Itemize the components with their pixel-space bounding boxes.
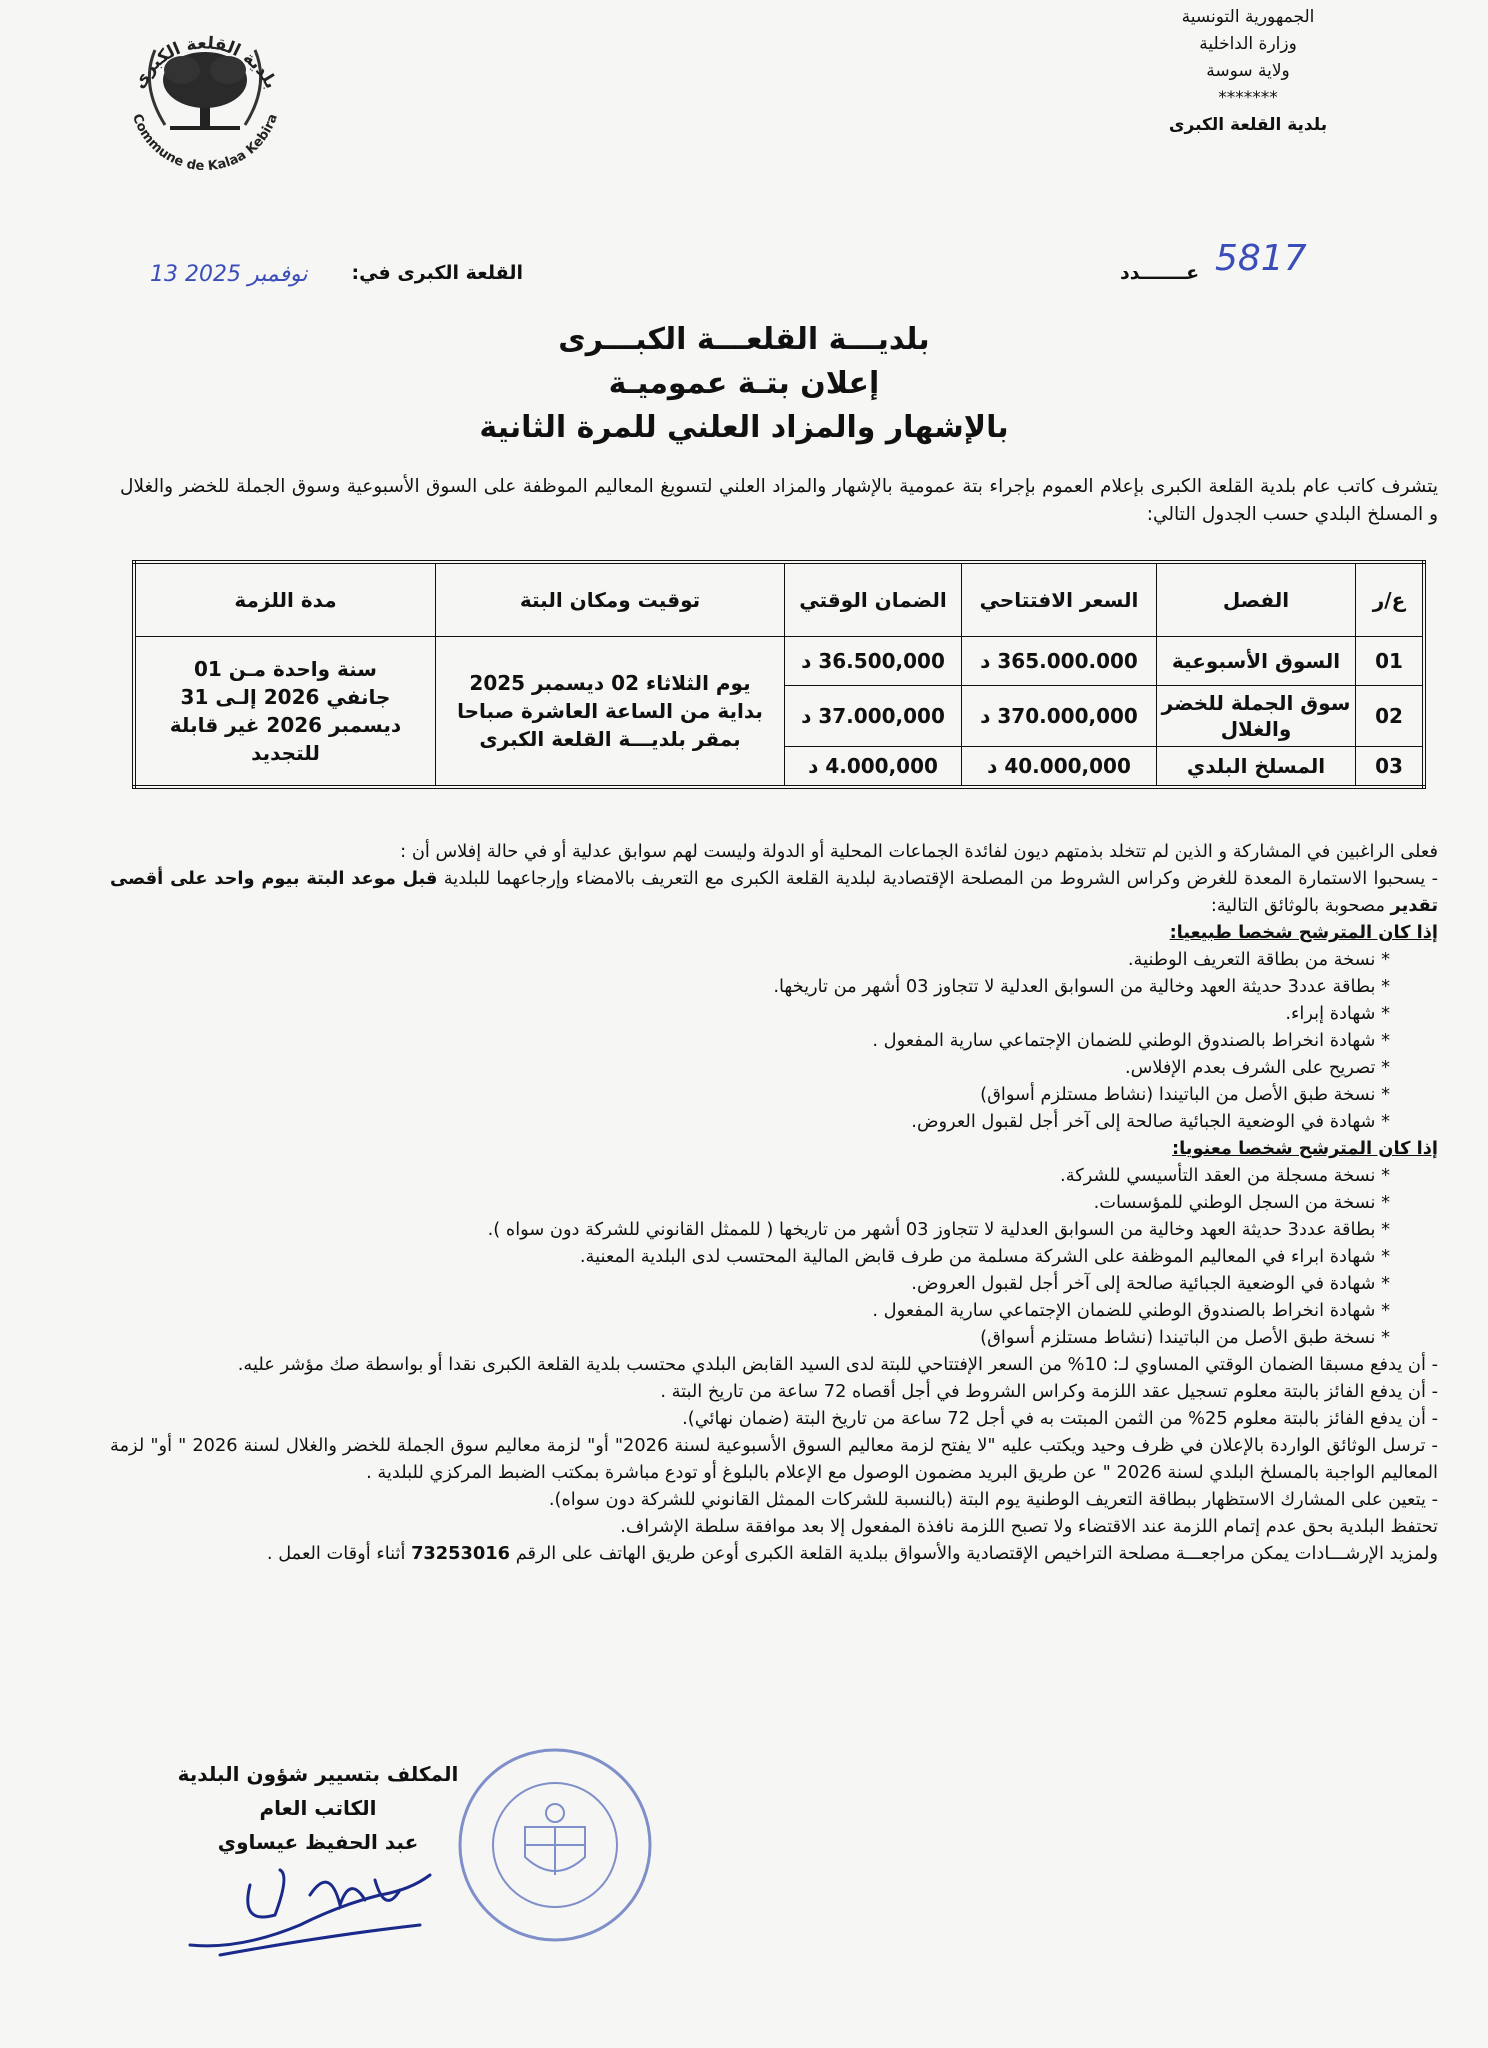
- coat-of-arms-icon: [525, 1804, 585, 1875]
- condition-item: - أن يدفع مسبقا الضمان الوقتي المساوي لـ: 10% من السعر الإفتتاحي للبتة لدى السيد القابض البلدي محتسب بلدية القلعة الكبرى نقدا أو بواسطة صك مؤشر عليه.: [237, 1354, 1438, 1375]
- col-header-number: ع/ر: [1356, 562, 1425, 637]
- date-label: القلعة الكبرى في:: [351, 262, 523, 284]
- col-header-opening-price: السعر الافتتاحي: [962, 562, 1157, 637]
- signatory-title: الكاتب العام: [259, 1796, 377, 1820]
- deadline-emphasis: قبل موعد البتة بيوم واحد على أقصى تقدير: [110, 868, 1438, 916]
- legal-person-heading: إذا كان المترشح شخصا معنويا:: [1172, 1138, 1438, 1159]
- header-line: وزارة الداخلية: [1199, 34, 1297, 54]
- svg-text:وزارة الداخلية * بلدية القلعة: [455, 1745, 462, 1750]
- issuer-header: [1118, 4, 1378, 139]
- logo-arabic-text: بلدية القلعة الكبرى: [129, 33, 282, 93]
- list-item: * نسخة مسجلة من العقد التأسيسي للشركة.: [1060, 1165, 1390, 1186]
- header-municipality: بلدية القلعة الكبرى: [1168, 115, 1328, 135]
- logo-french-text: Commune de Kalaa Kebira: [129, 112, 281, 170]
- closing-contact: [110, 1540, 1438, 1567]
- title-auction-type: بالإشهار والمزاد العلني للمرة الثانية: [479, 410, 1009, 445]
- list-item: * نسخة من السجل الوطني للمؤسسات.: [1093, 1192, 1390, 1213]
- condition-item: - يتعين على المشارك الاستظهار ببطاقة التعريف الوطنية يوم البتة (بالنسبة للشركات الممثل القانوني للشركة دون سواه).: [548, 1489, 1438, 1510]
- list-item: * بطاقة عدد3 حديثة العهد وخالية من السوابق العدلية لا تتجاوز 03 أشهر من تاريخها ( للممثل القانوني للشركة دون سواه ).: [487, 1219, 1390, 1240]
- header-line: الجمهورية التونسية: [1181, 7, 1315, 27]
- list-item: * تصريح على الشرف بعدم الإفلاس.: [1125, 1057, 1390, 1078]
- timing-place-cell: يوم الثلاثاء 02 ديسمبر 2025 بداية من الساعة العاشرة صباحا بمقر بلديـــة القلعة الكبرى: [436, 637, 785, 788]
- contact-hours: أثناء أوقات العمل .: [266, 1543, 406, 1564]
- contact-text: ولمزيد الإرشـــادات يمكن مراجعـــة مصلحة التراخيص الإقتصادية والأسواق ببلدية القلعة الكبرى أوعن طريق الهاتف على الرقم: [515, 1543, 1438, 1564]
- table-row: [134, 637, 1424, 686]
- col-header-timing-place: توقيت ومكان البتة: [436, 562, 785, 637]
- condition-item: - أن يدفع الفائز بالبتة معلوم 25% من الثمن المبتت به في أجل 72 ساعة من تاريخ البتة (ضمان نهائي).: [682, 1408, 1438, 1429]
- list-item: * نسخة من بطاقة التعريف الوطنية.: [1127, 949, 1390, 970]
- condition-item: - أن يدفع الفائز بالبتة معلوم تسجيل عقد اللزمة وكراس الشروط في أجل أقصاه 72 ساعة من تاريخ البتة .: [660, 1381, 1438, 1402]
- natural-person-heading: إذا كان المترشح شخصا طبيعيا:: [1169, 922, 1438, 943]
- list-item: * شهادة انخراط بالصندوق الوطني للضمان الإجتماعي سارية المفعول .: [872, 1030, 1390, 1051]
- municipality-logo: [110, 10, 300, 170]
- withdraw-forms-paragraph: [110, 865, 1438, 919]
- handwritten-signature: [180, 1855, 440, 1965]
- col-header-duration: مدة اللزمة: [134, 562, 436, 637]
- list-item: * شهادة ابراء في المعاليم الموظفة على الشركة مسلمة من طرف قابض المالية المحتسب لدى البلدية المعنية.: [579, 1246, 1390, 1267]
- intro-paragraph: يتشرف كاتب عام بلدية القلعة الكبرى بإعلام العموم بإجراء بتة عمومية بالإشهار والمزاد العلني لتسويغ المعاليم الموظفة على السوق الأسبوعية وسوق الجملة للخضر والغلال و المسلخ البلدي حسب الجدول التالي:: [120, 476, 1438, 525]
- title-municipality: بلديـــة القلعـــة الكبـــرى: [558, 322, 930, 357]
- reference-label: عـــــــدد: [1120, 262, 1200, 284]
- phone-number: 73253016: [411, 1543, 511, 1564]
- signatory-name: عبد الحفيظ عيساوي: [217, 1830, 419, 1854]
- olive-tree-icon: [163, 52, 247, 130]
- duration-cell: سنة واحدة مـن 01 جانفي 2026 إلـى 31 ديسمبر 2026 غير قابلة للتجديد: [134, 637, 436, 788]
- row-number: 01: [1356, 637, 1425, 686]
- table-header-row: [134, 562, 1424, 637]
- row-item: المسلخ البلدي: [1157, 747, 1356, 788]
- header-stars: *******: [1218, 88, 1278, 108]
- row-price: 365.000.000 د: [962, 637, 1157, 686]
- list-item: * شهادة في الوضعية الجبائية صالحة إلى آخر أجل لقبول العروض.: [911, 1273, 1390, 1294]
- col-header-deposit: الضمان الوقتي: [785, 562, 962, 637]
- stamp-text: [455, 1745, 462, 1750]
- auction-table: [132, 560, 1426, 789]
- row-item: سوق الجملة للخضر والغلال: [1157, 686, 1356, 747]
- row-price: 40.000,000 د: [962, 747, 1157, 788]
- list-item: * بطاقة عدد3 حديثة العهد وخالية من السوابق العدلية لا تتجاوز 03 أشهر من تاريخها.: [773, 976, 1390, 997]
- list-item: * شهادة إبراء.: [1285, 1003, 1390, 1024]
- list-item: * شهادة في الوضعية الجبائية صالحة إلى آخر أجل لقبول العروض.: [911, 1111, 1390, 1132]
- signatory-role: المكلف بتسيير شؤون البلدية: [177, 1762, 459, 1786]
- official-stamp: [455, 1745, 655, 1945]
- row-deposit: 36.500,000 د: [785, 637, 962, 686]
- handwritten-reference-number: 5817: [1215, 238, 1307, 279]
- header-line: ولاية سوسة: [1206, 61, 1290, 81]
- title-announcement: إعلان بتـة عموميـة: [608, 366, 880, 401]
- row-deposit: 4.000,000 د: [785, 747, 962, 788]
- row-number: 02: [1356, 686, 1425, 747]
- condition-item: - ترسل الوثائق الواردة بالإعلان في ظرف وحيد ويكتب عليه "لا يفتح لزمة معاليم السوق الأسبوعية لسنة 2026" أو" لزمة معاليم سوق الجملة للخضر والغلال لسنة 2026 " أو" لزمة المعاليم الواجبة بالمسلخ البلدي لسنة 2026 " عن طريق البريد مضمون الوصول مع الإعلام بالبلوغ أو تودع مباشرة بمكتب الضبط المركزي للبلدية .: [110, 1435, 1438, 1483]
- closing-reservation: تحتفظ البلدية بحق عدم إتمام اللزمة عند الاقتضاء ولا تصبح اللزمة نافذة المفعول إلا بعد موافقة سلطة الإشراف.: [620, 1516, 1438, 1537]
- signature-block: [158, 1757, 478, 1859]
- col-header-item: الفصل: [1157, 562, 1356, 637]
- documents-intro: مصحوبة بالوثائق التالية:: [1210, 895, 1385, 916]
- row-price: 370.000,000 د: [962, 686, 1157, 747]
- withdraw-forms-text: - يسحبوا الاستمارة المعدة للغرض وكراس الشروط من المصلحة الإقتصادية لبلدية القلعة الكبرى مع التعريف بالامضاء وإرجاعهما للبلدية: [443, 868, 1438, 889]
- list-item: * شهادة انخراط بالصندوق الوطني للضمان الإجتماعي سارية المفعول .: [872, 1300, 1390, 1321]
- list-item: * نسخة طبق الأصل من الباتيندا (نشاط مستلزم أسواق): [980, 1084, 1390, 1105]
- handwritten-date: 13 نوفمبر 2025: [150, 262, 308, 287]
- eligibility-paragraph: فعلى الراغبين في المشاركة و الذين لم تتخلد بذمتهم ديون لفائدة الجماعات المحلية أو الدولة وليست لهم سوابق عدلية أو في حالة إفلاس أن :: [400, 841, 1438, 862]
- conditions-body: [110, 838, 1438, 1567]
- row-number: 03: [1356, 747, 1425, 788]
- row-item: السوق الأسبوعية: [1157, 637, 1356, 686]
- row-deposit: 37.000,000 د: [785, 686, 962, 747]
- list-item: * نسخة طبق الأصل من الباتيندا (نشاط مستلزم أسواق): [980, 1327, 1390, 1348]
